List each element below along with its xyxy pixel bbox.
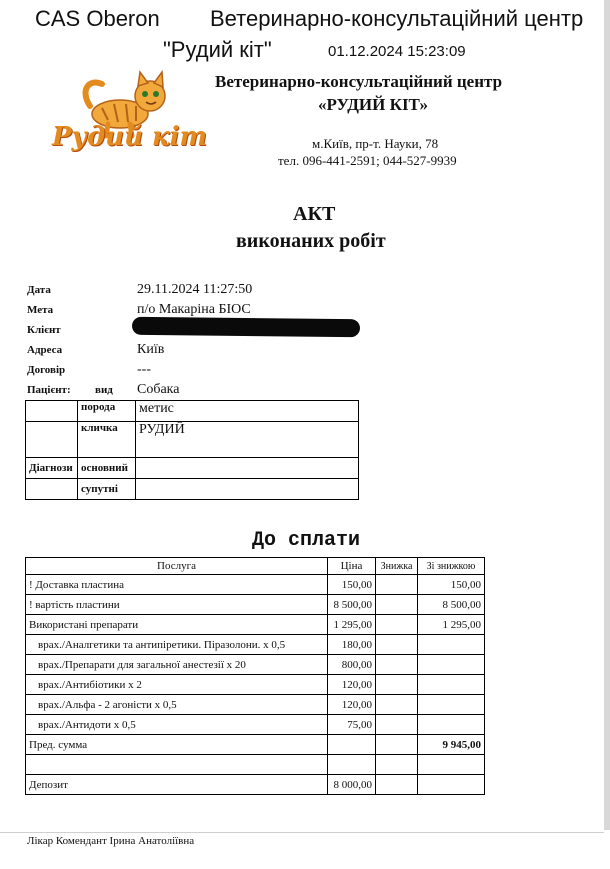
- service-discount: [376, 615, 418, 635]
- logo-text: Рудий кіт: [52, 122, 208, 152]
- contract-value: ---: [137, 362, 151, 377]
- service-name: врах./Антибіотики х 2: [26, 675, 328, 695]
- subtotal-label: Пред. сумма: [26, 735, 328, 755]
- blank-cell: [418, 755, 485, 775]
- service-name: врах./Антидоти х 0,5: [26, 715, 328, 735]
- deposit-value: 8 000,00: [328, 775, 376, 795]
- clinic-name-line1: Ветеринарно-консультаційний центр: [215, 72, 503, 91]
- species-value: Собака: [137, 382, 180, 397]
- blank-cell: [328, 755, 376, 775]
- doctor-signature-line: Лікар Комендант Ірина Анатоліївна: [27, 835, 195, 847]
- service-with-discount: [418, 655, 485, 675]
- blank-cell: [376, 755, 418, 775]
- breed-label: порода: [78, 401, 136, 422]
- cat-logo-icon: [50, 66, 200, 171]
- service-with-discount: [418, 695, 485, 715]
- service-discount: [376, 655, 418, 675]
- page-edge-shadow: [604, 0, 610, 830]
- deposit-discount-empty: [376, 775, 418, 795]
- payment-title: До сплати: [252, 529, 361, 552]
- blank-row: [26, 755, 485, 775]
- main-diagnosis-label: основний: [78, 458, 136, 479]
- purpose-value: п/о Макаріна БІОС: [137, 302, 251, 317]
- act-subtitle: виконаних робіт: [236, 230, 386, 252]
- service-name: врах./Аналгетики та антипіретики. Піразолони. х 0,5: [26, 635, 328, 655]
- date-value: 29.11.2024 11:27:50: [137, 282, 253, 297]
- service-price: 1 295,00: [328, 615, 376, 635]
- patient-cell-empty: [26, 401, 78, 422]
- service-discount: [376, 575, 418, 595]
- clinic-logo: [50, 66, 208, 171]
- blank-cell: [26, 755, 328, 775]
- patient-cell-empty: [26, 422, 78, 458]
- service-with-discount: [418, 635, 485, 655]
- service-price: 800,00: [328, 655, 376, 675]
- species-label: вид: [95, 384, 113, 396]
- service-price: 150,00: [328, 575, 376, 595]
- table-row: [26, 595, 485, 615]
- services-table: [25, 557, 485, 795]
- service-discount: [376, 675, 418, 695]
- patient-row-breed: [26, 401, 359, 422]
- col-header-with-discount: Зі знижкою: [418, 558, 485, 575]
- deposit-row: [26, 775, 485, 795]
- service-with-discount: 8 500,00: [418, 595, 485, 615]
- service-with-discount: [418, 675, 485, 695]
- col-header-discount: Знижка: [376, 558, 418, 575]
- service-name: врах./Препарати для загальної анестезії х 20: [26, 655, 328, 675]
- breed-value: метис: [136, 401, 359, 422]
- subtotal-value: 9 945,00: [418, 735, 485, 755]
- subtotal-price-empty: [328, 735, 376, 755]
- service-with-discount: 1 295,00: [418, 615, 485, 635]
- service-discount: [376, 715, 418, 735]
- clinic-phones: тел. 096-441-2591; 044-527-9939: [278, 153, 457, 168]
- patient-cell-empty: [26, 479, 78, 500]
- header-center-line1: Ветеринарно-консультаційний центр: [210, 6, 584, 31]
- patient-label: Пацієнт:: [27, 384, 71, 396]
- service-name: ! Доставка пластина: [26, 575, 328, 595]
- service-price: 8 500,00: [328, 595, 376, 615]
- secondary-diagnosis-value: [136, 479, 359, 500]
- patient-table: [25, 400, 359, 500]
- main-diagnosis-value: [136, 458, 359, 479]
- services-header-row: [26, 558, 485, 575]
- table-row: [26, 615, 485, 635]
- table-row: [26, 715, 485, 735]
- pet-name-label: кличка: [78, 422, 136, 458]
- patient-row-secondary-diagnosis: [26, 479, 359, 500]
- contract-label: Договір: [27, 364, 66, 376]
- table-row: [26, 575, 485, 595]
- patient-row-main-diagnosis: [26, 458, 359, 479]
- patient-row-name: [26, 422, 359, 458]
- service-price: 75,00: [328, 715, 376, 735]
- purpose-label: Мета: [27, 304, 54, 316]
- secondary-diagnosis-label: супутні: [78, 479, 136, 500]
- date-label: Дата: [27, 284, 51, 296]
- table-row: [26, 695, 485, 715]
- page-bottom-divider: [0, 832, 604, 833]
- service-price: 180,00: [328, 635, 376, 655]
- diagnoses-label: Діагнози: [26, 458, 78, 479]
- clinic-name-line2: «РУДИЙ КІТ»: [318, 95, 428, 114]
- service-price: 120,00: [328, 695, 376, 715]
- service-with-discount: [418, 715, 485, 735]
- service-price: 120,00: [328, 675, 376, 695]
- service-name: Використані препарати: [26, 615, 328, 635]
- service-discount: [376, 695, 418, 715]
- app-name: CAS Oberon: [35, 6, 160, 31]
- service-discount: [376, 595, 418, 615]
- clinic-address: м.Київ, пр-т. Науки, 78: [312, 136, 439, 151]
- header-timestamp: 01.12.2024 15:23:09: [328, 43, 466, 60]
- service-discount: [376, 635, 418, 655]
- pet-name-value: РУДИЙ: [136, 422, 359, 458]
- header-center-line2: "Рудий кіт": [163, 37, 272, 62]
- subtotal-discount-empty: [376, 735, 418, 755]
- deposit-with-discount-empty: [418, 775, 485, 795]
- address-value: Київ: [137, 342, 165, 357]
- table-row: [26, 655, 485, 675]
- service-name: ! вартість пластини: [26, 595, 328, 615]
- act-title: АКТ: [293, 203, 336, 225]
- address-label: Адреса: [27, 344, 63, 356]
- client-label: Клієнт: [27, 324, 61, 336]
- col-header-price: Ціна: [328, 558, 376, 575]
- service-name: врах./Альфа - 2 агоністи х 0,5: [26, 695, 328, 715]
- table-row: [26, 675, 485, 695]
- subtotal-row: [26, 735, 485, 755]
- client-value-redacted: [132, 317, 360, 337]
- table-row: [26, 635, 485, 655]
- deposit-label: Депозит: [26, 775, 328, 795]
- service-with-discount: 150,00: [418, 575, 485, 595]
- col-header-service: Послуга: [26, 558, 328, 575]
